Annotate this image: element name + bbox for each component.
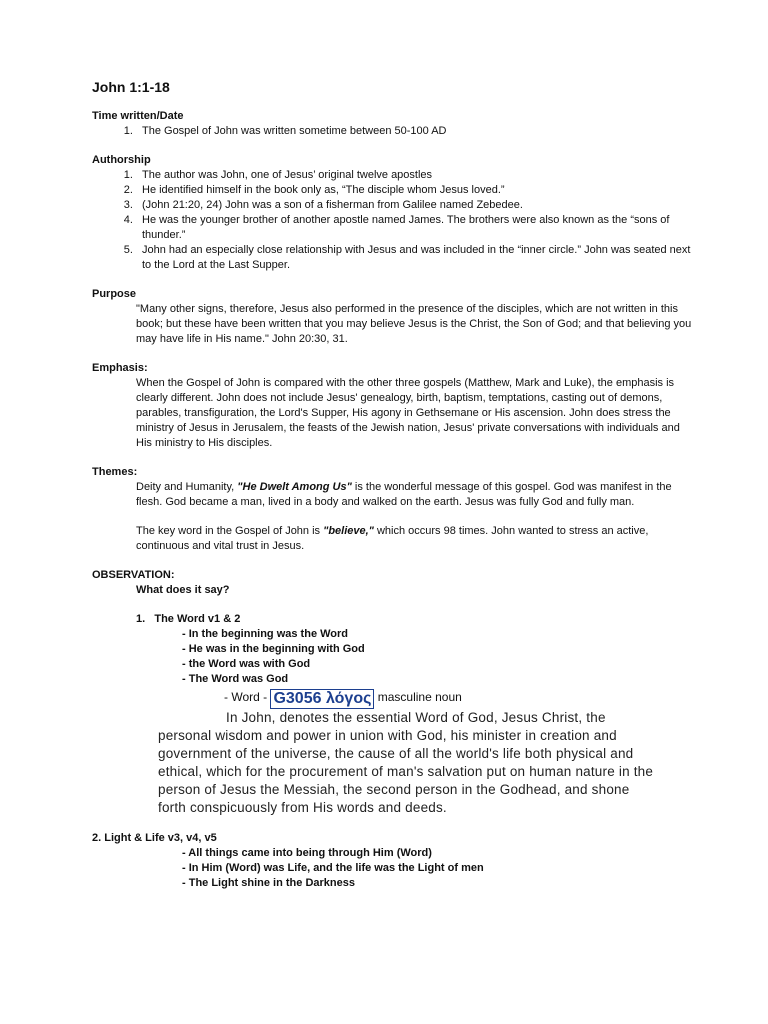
word-line: - The Word was God — [182, 673, 289, 685]
section-number: 1. — [136, 613, 146, 625]
time-list — [92, 124, 692, 139]
light-section-heading: 2. Light & Life v3, v4, v5 — [92, 832, 217, 844]
list-item: 1. The author was John, one of Jesus’ original twelve apostles — [136, 168, 692, 183]
document-title: John 1:1-18 — [92, 79, 170, 95]
word-line: - the Word was with God — [182, 658, 311, 670]
themes-heading: Themes: — [92, 466, 138, 478]
strongs-link[interactable]: G3056 λόγος — [270, 689, 374, 709]
word-line: - In the beginning was the Word — [182, 628, 349, 640]
purpose-heading: Purpose — [92, 288, 137, 300]
document-body — [92, 80, 692, 891]
strongs-line — [92, 689, 692, 709]
light-line: - In Him (Word) was Life, and the life was the Light of men — [182, 862, 484, 874]
word-section-heading — [92, 612, 692, 627]
word-prefix: - Word - — [224, 690, 271, 704]
observation-heading: OBSERVATION: — [92, 569, 175, 581]
section-title: The Word v1 & 2 — [154, 613, 241, 625]
list-item: 5. John had an especially close relationship with Jesus and was included in the “inner circle.” John was seated next to the Lord at the Last Supper. — [136, 243, 692, 273]
list-item: 3. (John 21:20, 24) John was a son of a fisherman from Galilee named Zebedee. — [136, 198, 692, 213]
list-item: 1. The Gospel of John was written sometime between 50-100 AD — [136, 124, 692, 139]
time-heading: Time written/Date — [92, 110, 184, 122]
themes-text: which occurs 98 times. John wanted to stress an active, continuous and vital trust in Jesus. — [136, 525, 649, 552]
themes-paragraph-2 — [92, 524, 692, 554]
word-suffix: masculine noun — [374, 690, 462, 704]
themes-text: The key word in the Gospel of John is — [136, 525, 324, 537]
word-line: - He was in the beginning with God — [182, 643, 365, 655]
list-item: 2. He identified himself in the book only as, “The disciple whom Jesus loved.” — [136, 183, 692, 198]
logos-definition: In John, denotes the essential Word of God, Jesus Christ, the personal wisdom and power in union with God, his minister in creation and government of the universe, the cause of all the world's life both physical and ethical, which for the procurement of man's salvation put on human nature in the person of Jesus the Messiah, the second person in the Godhead, and shone forth conspicuously from His words and deeds. — [158, 710, 654, 815]
light-line: - All things came into being through Him (Word) — [182, 847, 432, 859]
themes-text: is the wonderful message of this gospel. God was manifest in the flesh. God became a man, lived in a body and walked on the earth. Jesus was fully God and fully man. — [136, 481, 672, 508]
emphasis-text: When the Gospel of John is compared with the other three gospels (Matthew, Mark and Luke), the emphasis is clearly different. John does not include Jesus' genealogy, birth, baptism, temptations, casting out of demons, parables, transfiguration, the Lord's Supper, His agony in Gethsemane or His ascension. John does stress the ministry of Jesus in Jerusalem, the feasts of the Jewish nation, Jesus' private conversations with individuals and His ministry to His disciples. — [136, 377, 680, 449]
purpose-text: "Many other signs, therefore, Jesus also performed in the presence of the disciples, which are not written in this book; but these have been written that you may believe Jesus is the Christ, the Son of God; and that believing you may have life in His name." John 20:30, 31. — [136, 303, 692, 345]
observation-subheading: What does it say? — [136, 584, 230, 596]
key-word: "believe," — [323, 525, 374, 537]
themes-emphasis: "He Dwelt Among Us" — [237, 481, 352, 493]
list-item: 4. He was the younger brother of another apostle named James. The brothers were also known as the “sons of thunder.” — [136, 213, 692, 243]
emphasis-heading: Emphasis: — [92, 362, 148, 374]
light-line: - The Light shine in the Darkness — [182, 877, 355, 889]
authorship-heading: Authorship — [92, 154, 151, 166]
themes-paragraph-1 — [92, 480, 692, 510]
authorship-list — [92, 168, 692, 273]
themes-text: Deity and Humanity, — [136, 481, 238, 493]
